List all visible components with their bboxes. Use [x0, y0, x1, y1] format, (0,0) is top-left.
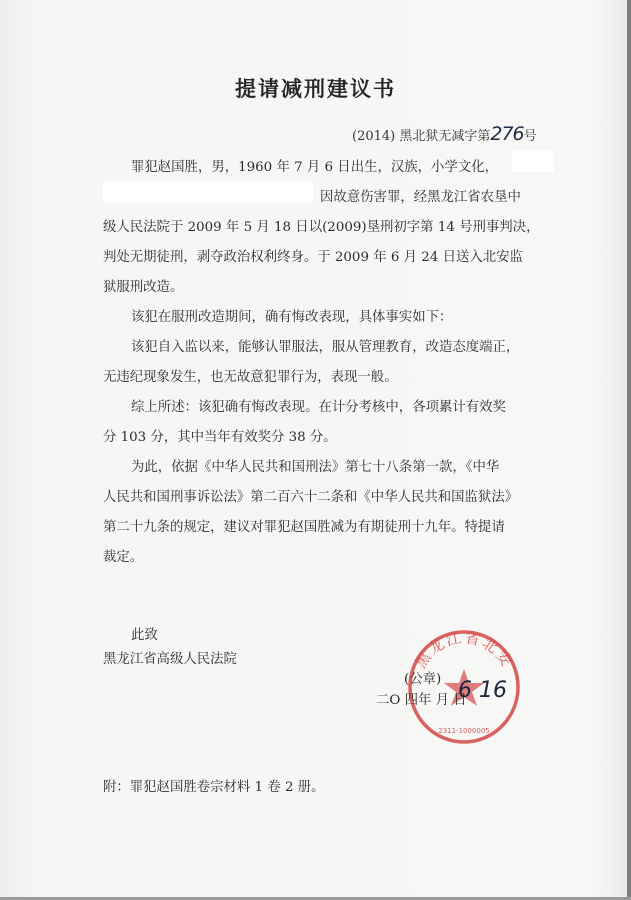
attachment-note: 附：罪犯赵国胜卷宗材料 1 卷 2 册。 — [103, 780, 325, 795]
paragraph-5-line-2: 人民共和国刑事诉讼法》第二百六十二条和《中华人民共和国监狱法》 — [103, 490, 519, 505]
document-number-handwritten: 276 — [490, 123, 524, 145]
paragraph-5-line-1: 为此，依据《中华人民共和国刑法》第七十八条第一款，《中华 — [131, 460, 500, 475]
recipient: 黑龙江省高级人民法院 — [103, 652, 237, 667]
paragraph-3-line-2: 无违纪现象发生，也无故意犯罪行为，表现一般。 — [103, 370, 398, 385]
paragraph-4-line-2: 分 103 分，其中当年有效奖分 38 分。 — [103, 430, 337, 445]
paragraph-1-line-2: 因故意伤害罪，经黑龙江省农垦中 — [320, 190, 521, 205]
salutation: 此致 — [131, 628, 158, 643]
document-title: 提请减刑建议书 — [235, 76, 396, 101]
seal-serial-text: 2311-1000005 — [438, 727, 490, 735]
redaction-box — [103, 181, 313, 203]
paragraph-3-line-1: 该犯自入监以来，能够认罪服法，服从管理教育，改造态度端正， — [131, 340, 520, 355]
paragraph-1-line-3: 级人民法院于 2009 年 5 月 18 日以(2009)垦刑初字第 14 号刑事判决， — [103, 220, 540, 235]
paragraph-5-line-3: 第二十九条的规定，建议对罪犯赵国胜减为有期徒刑十九年。特提请 — [103, 520, 505, 535]
paragraph-2-line-1: 该犯在服刑改造期间，确有悔改表现，具体事实如下： — [131, 310, 453, 325]
document-number-prefix: (2014) 黑北狱无减字第 — [352, 129, 491, 144]
redaction-box — [512, 150, 554, 172]
svg-text:黑龙江省北安 — [411, 628, 516, 671]
date-line: 二O 四年 月 日 — [376, 693, 467, 708]
seal-label: (公章) — [404, 672, 442, 687]
document-number — [352, 123, 537, 145]
paragraph-4-line-1: 综上所述：该犯确有悔改表现。在计分考核中，各项累计有效奖 — [131, 400, 506, 415]
scan-edge-right — [627, 0, 631, 900]
handwritten-date: 6 16 — [458, 678, 507, 703]
paragraph-5-line-4: 裁定。 — [103, 550, 144, 565]
document-number-suffix: 号 — [523, 129, 537, 144]
paragraph-1-line-4: 判处无期徒刑，剥夺政治权利终身。于 2009 年 6 月 24 日送入北安监 — [103, 250, 523, 265]
paragraph-1-line-5: 狱服刑改造。 — [103, 280, 184, 295]
seal-top-text: 黑龙江省北安 — [411, 628, 517, 672]
paragraph-1-line-1: 罪犯赵国胜，男，1960 年 7 月 6 日出生，汉族，小学文化， — [131, 160, 498, 175]
